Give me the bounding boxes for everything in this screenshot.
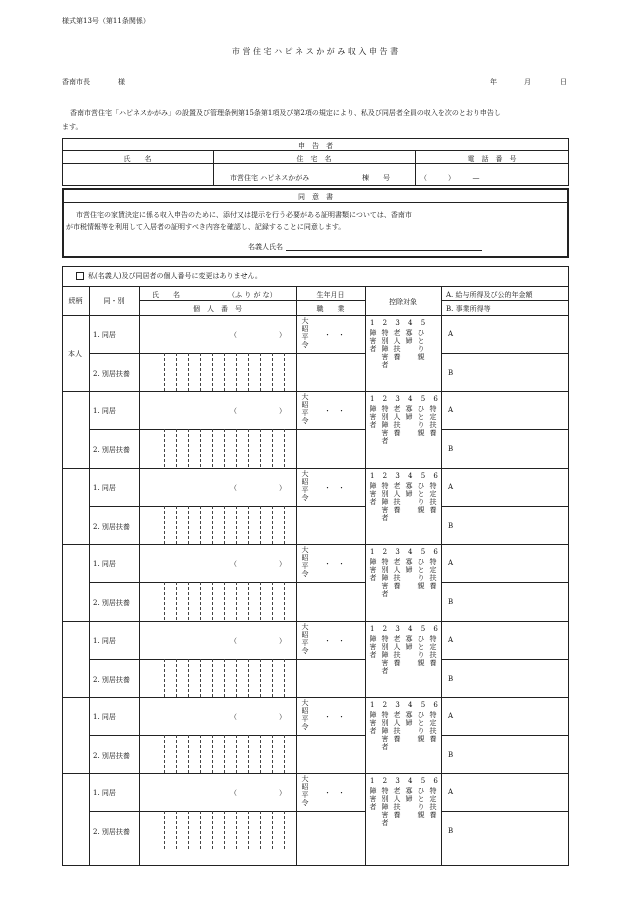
deduction-numbers: 1 2 3 4 5 6 [370, 395, 441, 404]
era-selector[interactable]: 大昭平令 [301, 775, 309, 808]
income-b-field[interactable]: B [448, 521, 454, 530]
separate-option[interactable]: 2. 別居扶養 [93, 599, 130, 608]
deduction-option[interactable]: 障害者 [369, 329, 377, 353]
income-a-field[interactable]: A [448, 635, 454, 644]
deduction-option[interactable]: 老人扶養 [393, 481, 401, 514]
income-a-field[interactable]: A [448, 712, 454, 720]
deduction-option[interactable]: 特別障害者 [381, 787, 389, 828]
deduction-option[interactable]: 特定扶養 [429, 481, 437, 514]
deduction-option[interactable]: 障害者 [369, 405, 377, 430]
col-job: 職 業 [316, 305, 345, 313]
furigana-field[interactable]: （ ） [230, 789, 286, 798]
furigana-field[interactable]: （ ） [230, 713, 286, 721]
col-name: 氏 名 [152, 291, 180, 299]
phone-value: （ ） — [420, 174, 480, 182]
cohabit-option[interactable]: 1. 同居 [93, 789, 116, 798]
separate-option[interactable]: 2. 別居扶養 [93, 370, 130, 378]
date-year: 年 [490, 78, 497, 86]
furigana-field[interactable]: （ ） [230, 407, 286, 416]
era-selector[interactable]: 大昭平令 [301, 622, 309, 655]
deduction-option[interactable]: 障害者 [369, 787, 377, 812]
deduction-option[interactable]: 特定扶養 [429, 558, 437, 591]
furigana-field[interactable]: （ ） [230, 331, 286, 339]
applicant-header: 申 告 者 [298, 142, 333, 150]
deduction-option[interactable]: 寡婦 [405, 481, 413, 498]
deduction-option[interactable]: 寡婦 [405, 634, 413, 651]
consent-text: 市営住宅の家賃決定に係る収入申告のために、添付又は提示を行う必要がある証明書類については、香南市 [76, 211, 412, 219]
deduction-option[interactable]: 寡婦 [405, 711, 413, 727]
deduction-option[interactable]: 障害者 [369, 634, 377, 659]
col-income-a: A. 給与所得及び公的年金額 [446, 291, 533, 299]
deduction-option[interactable]: 寡婦 [405, 329, 413, 345]
income-a-field[interactable]: A [448, 788, 454, 797]
deduction-option[interactable]: 寡婦 [405, 558, 413, 575]
deduction-option[interactable]: 障害者 [369, 481, 377, 506]
era-selector[interactable]: 大昭平令 [301, 469, 309, 502]
deduction-numbers: 1 2 3 4 5 6 [370, 471, 441, 480]
form-number: 様式第13号（第11条関係） [62, 17, 150, 25]
era-selector[interactable]: 大昭平令 [301, 317, 309, 349]
deduction-option[interactable]: 特定扶養 [429, 634, 437, 667]
furigana-field[interactable]: （ ） [230, 636, 286, 645]
col-birthdate: 生年月日 [316, 291, 345, 299]
cohabit-option[interactable]: 1. 同居 [93, 560, 116, 569]
income-a-field[interactable]: A [448, 482, 454, 491]
cohabit-option[interactable]: 1. 同居 [93, 407, 116, 416]
deduction-option[interactable]: ひとり親 [417, 787, 425, 820]
birthdate-field[interactable]: ・ ・ [324, 560, 345, 569]
separate-option[interactable]: 2. 別居扶養 [93, 522, 130, 531]
furigana-field[interactable]: （ ） [230, 483, 286, 492]
mynumber-checkbox-row[interactable] [76, 271, 262, 281]
deduction-numbers: 1 2 3 4 5 6 [370, 701, 441, 709]
checkbox-label: 私(名義人)及び同居者の個人番号に変更はありません。 [88, 272, 262, 280]
room-number: 棟 号 [362, 174, 390, 182]
income-b-field[interactable]: B [448, 751, 454, 759]
addressee: 香南市長 様 [62, 78, 125, 86]
deduction-option[interactable]: 老人扶養 [393, 787, 401, 820]
deduction-option[interactable]: 特別障害者 [381, 711, 389, 751]
signature-line[interactable] [286, 250, 482, 251]
deduction-option[interactable]: 特定扶養 [429, 787, 437, 820]
era-selector[interactable]: 大昭平令 [301, 699, 309, 731]
deduction-option[interactable]: 障害者 [369, 558, 377, 583]
deduction-option[interactable]: 特別障害者 [381, 634, 389, 675]
mynumber-checkbox[interactable] [76, 272, 84, 280]
cohabit-option[interactable]: 1. 同居 [93, 713, 116, 721]
separate-option[interactable]: 2. 別居扶養 [93, 446, 130, 455]
birthdate-field[interactable]: ・ ・ [324, 713, 345, 721]
page-title: 市 営 住 宅 ハ ピ ネ ス か が み 収 入 申 告 書 [231, 47, 399, 56]
deduction-numbers: 1 2 3 4 5 6 [370, 624, 441, 633]
deduction-option[interactable]: 老人扶養 [393, 405, 401, 438]
col-deduction: 控除対象 [389, 298, 417, 306]
date-month: 月 [524, 78, 531, 86]
deduction-option[interactable]: 特別障害者 [381, 329, 389, 369]
separate-option[interactable]: 2. 別居扶養 [93, 828, 130, 837]
deduction-option[interactable]: 老人扶養 [393, 634, 401, 667]
col-furigana: （ふ り が な） [228, 291, 277, 299]
deduction-numbers: 1 2 3 4 5 6 [370, 548, 441, 557]
income-a-field[interactable]: A [448, 559, 454, 568]
address-value: 市営住宅 ハピネスかがみ [230, 174, 310, 182]
income-b-field[interactable]: B [448, 674, 454, 683]
birthdate-field[interactable]: ・ ・ [324, 331, 345, 339]
deduction-option[interactable]: 老人扶養 [393, 329, 401, 361]
income-b-field[interactable]: B [448, 827, 454, 836]
deduction-option[interactable]: ひとり親 [417, 405, 425, 438]
income-b-field[interactable]: B [448, 445, 454, 454]
deduction-option[interactable]: 寡婦 [405, 405, 413, 422]
birthdate-field[interactable]: ・ ・ [324, 636, 345, 645]
deduction-option[interactable]: 特別障害者 [381, 481, 389, 522]
separate-option[interactable]: 2. 別居扶養 [93, 675, 130, 684]
deduction-option[interactable]: ひとり親 [417, 329, 425, 361]
income-b-field[interactable]: B [448, 369, 454, 377]
birthdate-field[interactable]: ・ ・ [324, 483, 345, 492]
cohabit-option[interactable]: 1. 同居 [93, 636, 116, 645]
col-mynumber: 個 人 番 号 [193, 305, 242, 313]
cohabit-option[interactable]: 1. 同居 [93, 483, 116, 492]
deduction-option[interactable]: ひとり親 [417, 634, 425, 667]
col-cohabit: 同・別 [103, 297, 125, 305]
era-selector[interactable]: 大昭平令 [301, 546, 309, 579]
cohabit-option[interactable]: 1. 同居 [93, 331, 116, 339]
col-income-b: B. 事業所得等 [446, 305, 491, 313]
deduction-option[interactable]: 老人扶養 [393, 711, 401, 743]
deduction-option[interactable]: 障害者 [369, 711, 377, 735]
consent-text-2: が市税情報等を利用して入居者の証明すべき内容を確認し、記録することに同意します。 [66, 223, 346, 231]
col-relation: 続柄 [68, 297, 83, 305]
era-selector[interactable]: 大昭平令 [301, 393, 309, 426]
income-a-field[interactable]: A [448, 406, 454, 415]
deduction-option[interactable]: 特定扶養 [429, 711, 437, 743]
birthdate-field[interactable]: ・ ・ [324, 789, 345, 798]
address-label: 住 宅 名 [296, 155, 332, 163]
birthdate-field[interactable]: ・ ・ [324, 407, 345, 416]
deduction-option[interactable]: 特別障害者 [381, 405, 389, 446]
deduction-option[interactable]: ひとり親 [417, 558, 425, 591]
consent-header: 同 意 書 [298, 193, 333, 201]
deduction-numbers: 1 2 3 4 5 [370, 319, 429, 327]
relation-cell: 本人 [68, 350, 82, 358]
deduction-option[interactable]: 特別障害者 [381, 558, 389, 599]
date-day: 日 [560, 78, 567, 86]
furigana-field[interactable]: （ ） [230, 560, 286, 569]
phone-label: 電 話 番 号 [467, 155, 517, 163]
name-label: 氏 名 [123, 155, 152, 163]
intro-text: 香南市営住宅「ハピネスかがみ」の設置及び管理条例第15条第1項及び第2項の規定により、私及び同居者全員の収入を次のとおり申告し [70, 109, 501, 117]
deduction-option[interactable]: ひとり親 [417, 711, 425, 743]
deduction-option[interactable]: 特定扶養 [429, 405, 437, 438]
deduction-option[interactable]: ひとり親 [417, 481, 425, 514]
separate-option[interactable]: 2. 別居扶養 [93, 752, 130, 760]
deduction-option[interactable]: 寡婦 [405, 787, 413, 804]
deduction-option[interactable]: 老人扶養 [393, 558, 401, 591]
signature-label: 名義人氏名 [248, 243, 283, 251]
deduction-numbers: 1 2 3 4 5 6 [370, 777, 441, 786]
intro-text-2: ます。 [62, 123, 83, 131]
income-b-field[interactable]: B [448, 598, 454, 607]
income-a-field[interactable]: A [448, 330, 454, 338]
